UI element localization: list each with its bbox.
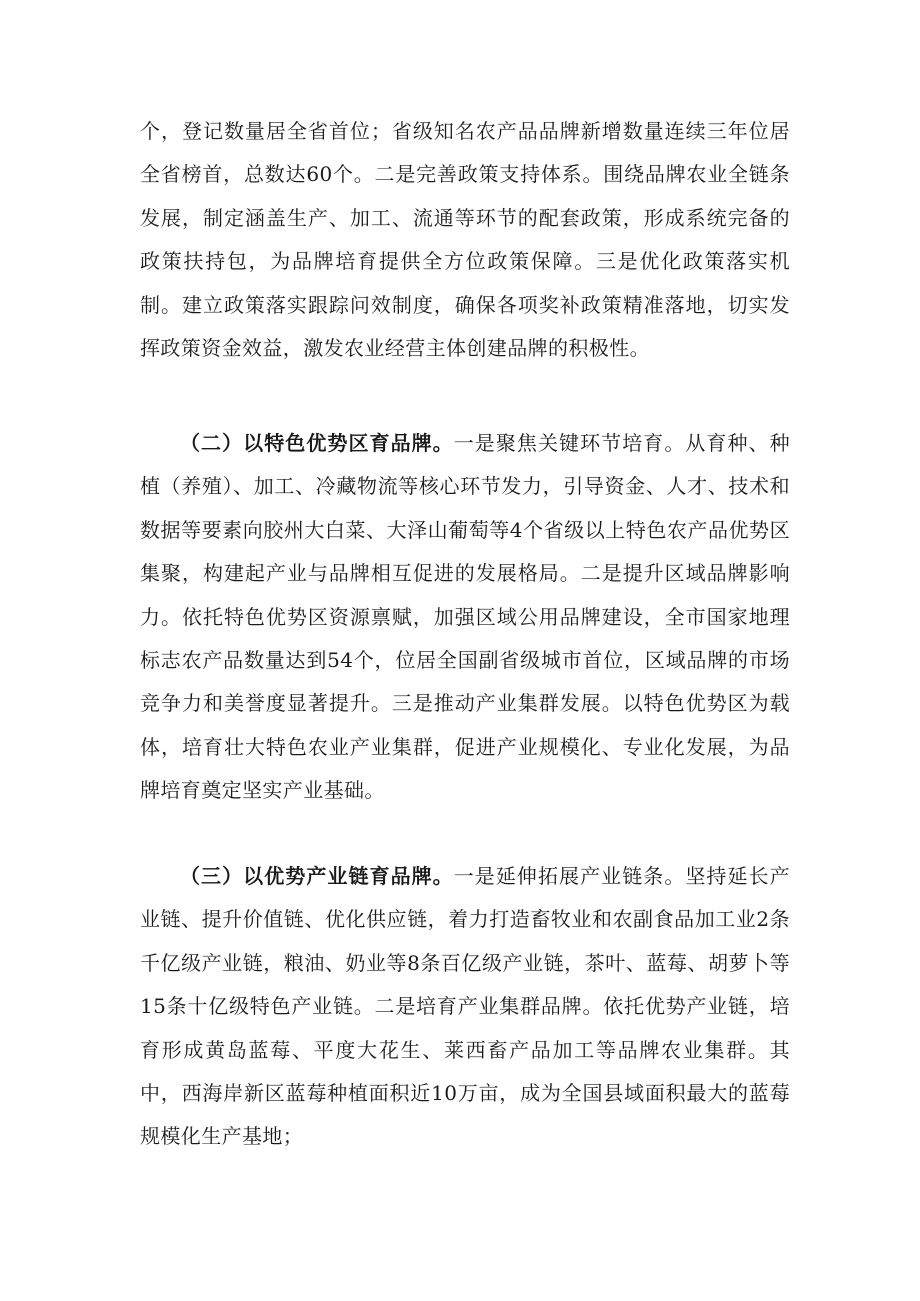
paragraph-body: 一是聚焦关键环节培育。从育种、种植（养殖）、加工、冷藏物流等核心环节发力，引导资金、人才、技术和数据等要素向胶州大白菜、大泽山葡萄等4个省级以上特色农产品优势区集聚，构建起产业与品牌相互促进的发展格局。二是提升区域品牌影响力。依托特色优势区资源禀赋，加强区域公用品牌建设，全市国家地理标志农产品数量达到54个，位居全国副省级城市首位，区域品牌的市场竞争力和美誉度显著提升。三是推动产业集群发展。以特色优势区为载体，培育壮大特色农业产业集群，促进产业规模化、专业化发展，为品牌培育奠定坚实产业基础。: [140, 431, 791, 803]
paragraph-text: [140, 855, 790, 1159]
paragraph-characteristic-advantage-zone: [140, 422, 790, 813]
section-heading: （二）以特色优势区育品牌。: [180, 431, 454, 455]
paragraph-text: [140, 422, 790, 813]
section-heading: （三）以优势产业链育品牌。: [180, 864, 454, 888]
paragraph-industry-chain: [140, 855, 790, 1159]
paragraph-body: 一是延伸拓展产业链条。坚持延长产业链、提升价值链、优化供应链，着力打造畜牧业和农副食品加工业2条千亿级产业链，粮油、奶业等8条百亿级产业链，茶叶、蓝莓、胡萝卜等15条十亿级特色产业链。二是培育产业集群品牌。依托优势产业链，培育形成黄岛蓝莓、平度大花生、莱西畜产品加工等品牌农业集群。其中，西海岸新区蓝莓种植面积近10万亩，成为全国县域面积最大的蓝莓规模化生产基地；: [140, 864, 791, 1149]
paragraph-policy-support: [140, 110, 790, 370]
paragraph-body: 个，登记数量居全省首位；省级知名农产品品牌新增数量连续三年位居全省榜首，总数达60个。二是完善政策支持体系。围绕品牌农业全链条发展，制定涵盖生产、加工、流通等环节的配套政策，形成系统完备的政策扶持包，为品牌培育提供全方位政策保障。三是优化政策落实机制。建立政策落实跟踪问效制度，确保各项奖补政策精准落地，切实发挥政策资金效益，激发农业经营主体创建品牌的积极性。: [140, 119, 790, 361]
